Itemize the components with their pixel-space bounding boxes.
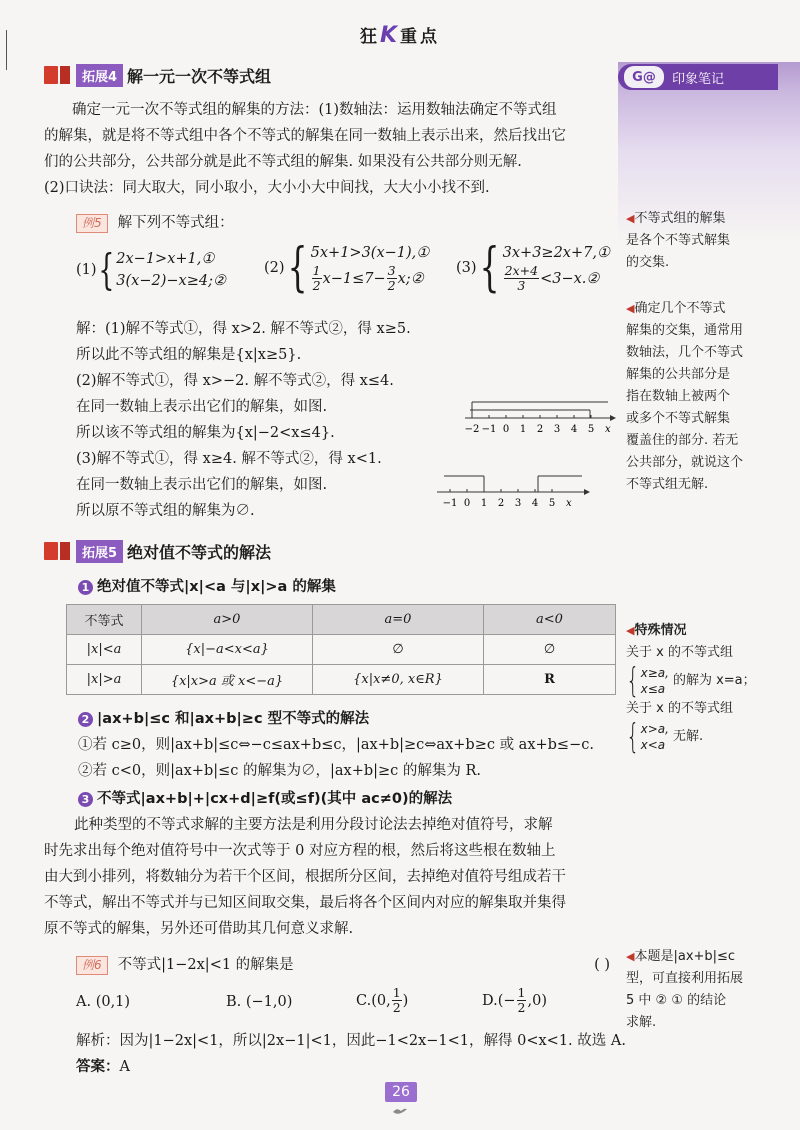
table-row — [67, 635, 616, 665]
side-note-special — [626, 620, 791, 757]
memo-icon: G@ — [624, 66, 664, 88]
tick-label: −1 — [481, 424, 497, 435]
side-line: 型，可直接利用拓展 — [626, 971, 744, 986]
side-system-2 — [626, 717, 791, 757]
system-label: (2) — [264, 259, 285, 276]
system-line: 3(x−2)−x≥4;② — [116, 273, 226, 289]
solution-line: 所以该不等式组的解集为{x|−2<x≤4}. — [76, 425, 335, 441]
side-line: 是各个不等式解集 — [626, 233, 731, 248]
text-line: 确定一元一次不等式组的解集的方法：(1)数轴法：运用数轴法确定不等式组 — [72, 102, 557, 118]
frac-den: 3 — [517, 278, 526, 293]
choice-a: A. (0,1) — [76, 994, 131, 1010]
table-cell: {x|x≠0, x∈R} — [313, 665, 484, 695]
side-title: 特殊情况 — [634, 623, 687, 638]
choice-text: (0, — [371, 992, 391, 1009]
book-icon — [44, 542, 58, 560]
solution-line: (3)解不等式①，得 x≥4. 解不等式②，得 x<1. — [76, 451, 382, 467]
table-header-cell: a>0 — [142, 605, 313, 635]
subsection-2-title — [78, 706, 618, 732]
frac-num: 2x+4 — [504, 263, 539, 278]
table-header-row — [67, 605, 616, 635]
choice-text: (− — [497, 992, 516, 1009]
choice-b: B. (−1,0) — [226, 994, 293, 1010]
brace: { — [97, 245, 114, 294]
bird-icon — [392, 1106, 408, 1116]
table-header-cell: a<0 — [484, 605, 616, 635]
section-4-body — [44, 97, 614, 201]
side-line: 数轴法，几个不等式 — [626, 345, 744, 360]
example-5-prompt — [76, 210, 234, 236]
subsection-1-title — [78, 574, 336, 600]
solution-line: 解：(1)解不等式①，得 x>2. 解不等式②，得 x≥5. — [76, 321, 411, 337]
side-system-1 — [626, 661, 791, 701]
side-line: 关于 x 的不等式组 — [626, 645, 733, 660]
example-6-choices — [76, 986, 616, 1026]
frac-num: 1 — [517, 985, 526, 1000]
section-4-tag: 拓展4 — [76, 64, 123, 87]
subsection-text: 不等式|ax+b|+|cx+d|≥f(或≤f)(其中 ac≠0)的解法 — [97, 791, 453, 807]
axis-arrow — [584, 489, 590, 495]
tick-label: 4 — [570, 424, 578, 435]
side-line: 确定几个不等式 — [634, 301, 726, 316]
tick-label: 5 — [587, 424, 595, 435]
tick-label: 1 — [519, 424, 527, 435]
choice-c — [356, 986, 408, 1015]
brace: { — [626, 661, 640, 701]
header-k-logo: K — [379, 23, 401, 48]
book-icon-part — [60, 66, 70, 84]
answer-paren: ( ) — [594, 957, 610, 973]
tick-label: −1 — [442, 498, 458, 509]
table-cell: |x|>a — [67, 665, 142, 695]
axis-arrow — [610, 415, 616, 421]
solution-line: 解析：因为|1−2x|<1，所以|2x−1|<1，因此−1<2x−1<1，解得 0<x<1. 故选 A. — [76, 1033, 626, 1049]
brace: { — [626, 717, 640, 757]
choice-text: ) — [402, 992, 409, 1009]
table-header-cell: 不等式 — [67, 605, 142, 635]
memo-tab — [618, 64, 778, 90]
table-cell: ∅ — [313, 635, 484, 665]
number-badge: 3 — [78, 792, 93, 807]
solution-line: 所以原不等式组的解集为∅. — [76, 503, 255, 519]
table-row — [67, 665, 616, 695]
text-line: 们的公共部分，公共部分就是此不等式组的解集. 如果没有公共部分则无解. — [44, 154, 522, 170]
tick-label: 5 — [548, 498, 556, 509]
page-number: 26 — [385, 1082, 417, 1102]
system-line: x>a, — [640, 722, 669, 736]
table-cell: R — [484, 665, 616, 695]
axis-variable: x — [605, 424, 611, 435]
triangle-icon: ◀ — [626, 212, 635, 225]
tick-label: 4 — [531, 498, 539, 509]
side-line: 求解. — [626, 1015, 657, 1030]
side-line: 的交集. — [626, 255, 670, 270]
axis-variable: x — [566, 498, 572, 509]
text-line: 不等式，解出不等式并与已知区间取交集，最后将各个区间内对应的解集取并集得 — [44, 895, 566, 911]
tick-label: 0 — [463, 498, 471, 509]
memo-label: 印象笔记 — [672, 71, 725, 87]
subsection-3 — [44, 786, 619, 942]
triangle-icon: ◀ — [626, 624, 635, 637]
solution-line: 所以此不等式组的解集是{x|x≥5}. — [76, 347, 302, 363]
brace: { — [287, 237, 308, 298]
tick-label: 3 — [553, 424, 561, 435]
frac-num: 1 — [392, 985, 401, 1000]
text-line: 的解集，就是将不等式组中各个不等式的解集在同一数轴上表示出来，然后找出它 — [44, 128, 566, 144]
subsection-2 — [78, 706, 618, 784]
subsection-text: 绝对值不等式|x|<a 与|x|>a 的解集 — [97, 579, 336, 595]
triangle-icon: ◀ — [626, 950, 635, 963]
number-line-2 — [432, 466, 602, 516]
triangle-icon: ◀ — [626, 302, 635, 315]
table-cell: {x|−a<x<a} — [142, 635, 313, 665]
side-line: 关于 x 的不等式组 — [626, 701, 733, 716]
text-line: 由大到小排列，将数轴分为若干个区间，根据所分区间，去掉绝对值符号组成若干 — [44, 869, 566, 885]
system-line: 2x−1>x+1,① — [116, 251, 215, 267]
solution-line: 在同一数轴上表示出它们的解集，如图. — [76, 399, 328, 415]
side-note-1 — [626, 208, 776, 274]
side-line: 或多个不等式解集 — [626, 411, 731, 426]
section-4-heading — [44, 64, 271, 86]
text-line: (2)口诀法：同大取大，同小取小，大小小大中间找，大大小小找不到. — [44, 180, 490, 196]
number-badge: 2 — [78, 712, 93, 727]
section-5-heading — [44, 540, 271, 562]
side-line: 解集的公共部分是 — [626, 367, 731, 382]
table-cell: {x|x>a 或 x<−a} — [142, 665, 313, 695]
system-3 — [456, 237, 610, 298]
example-6-solution — [76, 1028, 626, 1080]
side-line: 解集的交集，通常用 — [626, 323, 744, 338]
section-5-title: 绝对值不等式的解法 — [127, 542, 272, 562]
example-6-question — [76, 952, 616, 978]
brace: { — [479, 237, 500, 298]
system-1 — [76, 245, 226, 294]
frac-den: 2 — [387, 278, 396, 293]
side-line: 的解为 x=a； — [672, 673, 756, 688]
text-line: 此种类型的不等式求解的主要方法是利用分段讨论法去掉绝对值符号，求解 — [74, 817, 553, 833]
system-line — [311, 264, 430, 293]
tick-label: 2 — [497, 498, 505, 509]
section-4-title: 解一元一次不等式组 — [127, 66, 272, 86]
section-5-tag: 拓展5 — [76, 540, 123, 563]
side-line: 5 中 ② ① 的结论 — [626, 993, 727, 1008]
example-5-systems — [76, 237, 636, 308]
system-line: x<a — [640, 738, 666, 752]
system-line: x≥a, — [640, 666, 669, 680]
table-cell: ∅ — [484, 635, 616, 665]
text-line: ②若 c<0，则|ax+b|≤c 的解集为∅，|ax+b|≥c 的解集为 R. — [78, 763, 482, 779]
system-line: 5x+1>3(x−1),① — [310, 245, 430, 261]
example-6-badge: 例6 — [76, 956, 108, 975]
number-badge: 1 — [78, 580, 93, 595]
side-line: 公共部分，就说这个 — [626, 455, 744, 470]
number-line-1 — [460, 390, 620, 442]
system-text: x;② — [397, 270, 424, 287]
tick-label: 0 — [502, 424, 510, 435]
text-line: ①若 c≥0，则|ax+b|≤c⇔−c≤ax+b≤c，|ax+b|≥c⇔ax+b≥c 或 ax+b≤−c. — [78, 737, 594, 753]
choice-text: ,0) — [527, 992, 547, 1009]
side-line: 本题是|ax+b|≤c — [634, 949, 736, 964]
question-text: 不等式|1−2x|<1 的解集是 — [117, 957, 294, 973]
system-label: (3) — [456, 259, 477, 276]
side-line: 指在数轴上被两个 — [626, 389, 731, 404]
table-header-cell: a=0 — [313, 605, 484, 635]
book-icon-part — [60, 542, 70, 560]
text-line: 时先求出每个绝对值符号中一次式等于 0 对应方程的根，然后将这些根在数轴上 — [44, 843, 556, 859]
system-line: 3x+3≥2x+7,① — [502, 245, 610, 261]
side-note-2 — [626, 298, 776, 496]
tick-label: 2 — [536, 424, 544, 435]
solution-line: (2)解不等式①，得 x>−2. 解不等式②，得 x≤4. — [76, 373, 394, 389]
page-header — [0, 22, 800, 48]
example-5-badge: 例5 — [76, 214, 108, 233]
frac-num: 3 — [387, 263, 396, 278]
system-text: <3−x.② — [540, 270, 600, 287]
book-icon — [44, 66, 58, 84]
system-2 — [264, 237, 430, 298]
header-text: 狂 — [359, 27, 380, 47]
example-5-solution — [76, 316, 476, 524]
table-cell: |x|<a — [67, 635, 142, 665]
side-line: 不等式组的解集 — [634, 211, 726, 226]
side-line: 无解. — [672, 729, 704, 744]
side-line: 不等式组无解. — [626, 477, 709, 492]
frac-den: 2 — [312, 278, 321, 293]
choice-label: D. — [482, 992, 498, 1009]
frac-num: 1 — [312, 263, 321, 278]
header-text-2: 重点 — [400, 27, 441, 47]
answer-value: A — [119, 1059, 130, 1075]
answer-line — [76, 1054, 616, 1080]
tick-label: 3 — [514, 498, 522, 509]
frac-den: 2 — [517, 1000, 526, 1015]
frac-den: 2 — [392, 1000, 401, 1015]
tick-label: −2 — [464, 424, 480, 435]
solution-line: 在同一数轴上表示出它们的解集，如图. — [76, 477, 328, 493]
subsection-text: |ax+b|≤c 和|ax+b|≥c 型不等式的解法 — [97, 711, 370, 727]
choice-d — [482, 986, 547, 1015]
example-5-text: 解下列不等式组： — [117, 215, 234, 231]
choice-label: C. — [356, 992, 372, 1009]
system-line: x≤a — [640, 682, 666, 696]
side-note-4 — [626, 946, 786, 1034]
subsection-3-title — [44, 786, 619, 812]
system-label: (1) — [76, 262, 97, 278]
system-text: x−1≤7− — [322, 270, 386, 287]
tick-label: 1 — [480, 498, 488, 509]
system-line — [503, 264, 610, 293]
side-line: 覆盖住的部分. 若无 — [626, 433, 739, 448]
abs-value-table — [66, 604, 616, 695]
answer-label: 答案： — [76, 1058, 120, 1075]
text-line: 原不等式的解集，另外还可借助其几何意义求解. — [44, 921, 354, 937]
